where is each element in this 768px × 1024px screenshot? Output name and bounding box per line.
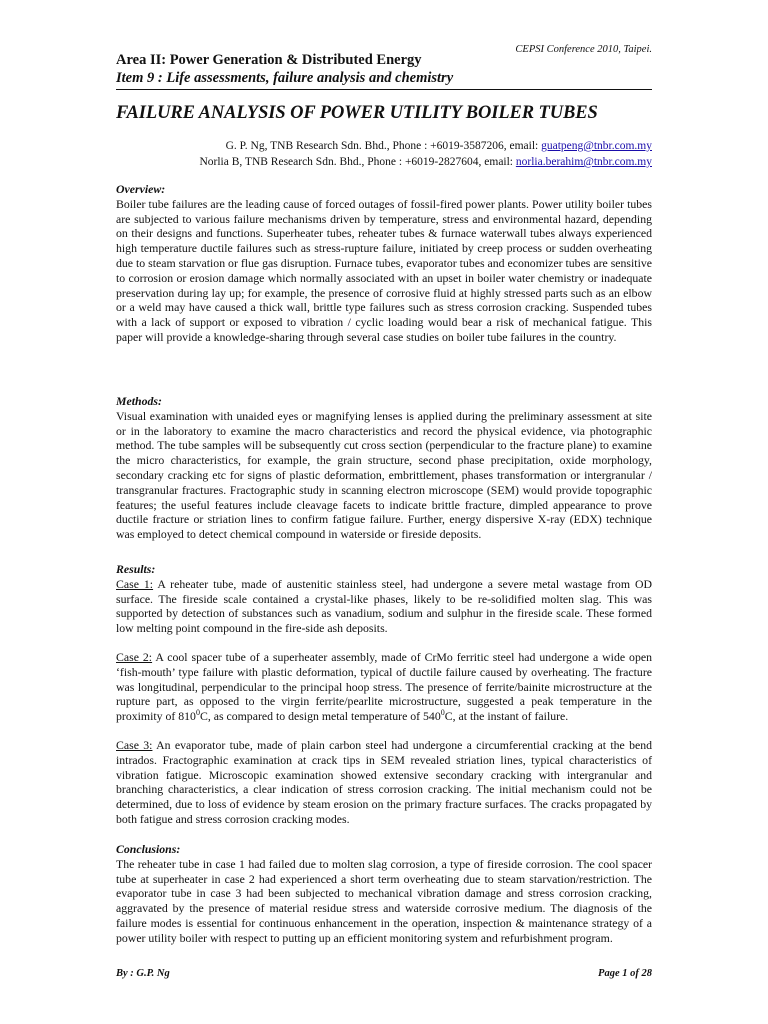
degree-superscript: 0	[195, 708, 200, 718]
overview-section	[116, 182, 652, 345]
methods-heading: Methods:	[116, 394, 162, 408]
case-1-label: Case 1:	[116, 576, 154, 591]
page-number: Page 1 of 28	[598, 968, 652, 979]
conclusions-section	[116, 842, 652, 946]
conclusions-heading: Conclusions:	[116, 842, 181, 856]
case-3-label: Case 3:	[116, 737, 153, 752]
case-1-paragraph	[116, 577, 652, 636]
conference-label: CEPSI Conference 2010, Taipei.	[515, 44, 652, 55]
case-1-text: A reheater tube, made of austenitic stainless steel, had undergone a severe metal wastage from OD surface. The fireside scale contained a crystal-like phases, likely to be re-solidified molten slag. This was supported by detection of substances such as vanadium, sodium and sulphur in the fireside scale. These formed low melting point compound in the fire-side ash deposits.	[116, 576, 652, 636]
results-section	[116, 562, 652, 827]
author-info: Norlia B, TNB Research Sdn. Bhd., Phone : +6019-2827604, email:	[199, 156, 516, 168]
methods-text: Visual examination with unaided eyes or magnifying lenses is applied during the preliminary assessment at site or in the laboratory to examine the macro characteristics and record the physical evidence, via photographic method. The tube samples will be subsequently cut cross section (perpendicular to the fracture plane) to examine the micro characteristics, for example, the grain structure, second phase precipitation, oxide morphology, secondary cracking etc for signs of plastic deformation, embrittlement, phases transformation or intergranular / transgranular fractures. Fractographic study in scanning electron microscope (SEM) would provide topographic features; the useful features include cleavage facets to indicate brittle fracture, dimpled appearance to prove ductile fracture or striation lines to confirm fatigue failure. Further, energy dispersive X-ray (EDX) technique was employed to detect chemical compound in waterside or fireside deposits.	[116, 408, 652, 542]
author-line	[199, 138, 652, 154]
case-2-label: Case 2:	[116, 649, 153, 664]
item-heading: Item 9 : Life assessments, failure analysis and chemistry	[116, 70, 652, 90]
conclusions-text: The reheater tube in case 1 had failed due to molten slag corrosion, a type of fireside corrosion. The cool spacer tube at superheater in case 2 had experienced a short term overheating due to steam starvation/restriction. The evaporator tube in case 3 had been subjected to mechanical vibration damage and stress corrosion cracking, aggravated by the presence of material residue stress and waterside corrosive medium. The diagnosis of the failure modes is essential for continuous enhancement in the operation, inspection & maintenance strategy of a power utility boiler with respect to putting up an efficient monitoring system and refurbishment program.	[116, 856, 652, 945]
case-3-text: An evaporator tube, made of plain carbon steel had undergone a circumferential cracking at the bend intrados. Fractographic examination at crack tips in SEM revealed striation lines, typical characteristics of vibration fatigue. Microscopic examination showed extensive secondary cracking with intergranular and branching characteristics, a clear indication of stress corrosion cracking. The initial mechanism could not be determined, due to loss of evidence by steam erosion on the primary fracture surfaces. The cracks propagated by both fatigue and stress corrosion cracking modes.	[116, 737, 653, 826]
case-2-text: A cool spacer tube of a superheater assembly, made of CrMo ferritic steel had undergone a wide open ‘fish-mouth’ type failure with plastic deformation, typical of ductile failure caused by overheating. The fracture was longitudinal, perpendicular to the principal hoop stress. The presence of ferrite/bainite microstructure at the rupture part, as opposed to the virgin ferrite/pearlite microstructure, suggested a peak temperature in the proximity of 810	[116, 649, 652, 724]
area-heading: Area II: Power Generation & Distributed Energy	[116, 52, 422, 68]
case-2-paragraph	[116, 650, 652, 724]
paper-page	[116, 0, 652, 1024]
case-3-paragraph	[116, 738, 652, 827]
results-heading: Results:	[116, 562, 156, 576]
methods-section	[116, 394, 652, 542]
overview-heading: Overview:	[116, 182, 166, 196]
email-link[interactable]: guatpeng@tnbr.com.my	[541, 140, 652, 152]
author-line	[199, 154, 652, 170]
case-2-text: C, at the instant of failure.	[444, 709, 569, 724]
degree-superscript: 0	[440, 708, 445, 718]
email-link[interactable]: norlia.berahim@tnbr.com.my	[515, 156, 652, 168]
author-list	[199, 138, 652, 170]
overview-text: Boiler tube failures are the leading cause of forced outages of fossil-fired power plants. Power utility boiler tubes are subjected to various failure mechanisms driven by temperature, stress and environmental hazard, depending on their designs and functions. Superheater tubes, reheater tubes & furnace waterwall tubes always experienced high temperature ductile failures such as stress-rupture failure, initiated by creep process or sudden overheating due to steam starvation or flue gas disruption. Furnace tubes, evaporator tubes and economizer tubes are sensitive to corrosion or erosion damage which normally associated with an upset in boiler water chemistry or inadequate preservation during lay up; for example, the presence of corrosive fluid at highly stressed parts such as an elbow or a weld may have caused a thick wall, brittle type failures such as stress corrosion cracking. Suspended tubes with a lack of support or exposed to vibration / cyclic loading would bear a risk of mechanical fatigue. This paper will provide a knowledge-sharing through several case studies on boiler tube failures in the country.	[116, 196, 652, 344]
footer-author: By : G.P. Ng	[116, 968, 170, 979]
author-info: G. P. Ng, TNB Research Sdn. Bhd., Phone : +6019-3587206, email:	[225, 140, 542, 152]
paper-title: FAILURE ANALYSIS OF POWER UTILITY BOILER TUBES	[116, 103, 598, 123]
case-2-text: C, as compared to design metal temperature of 540	[199, 709, 441, 724]
